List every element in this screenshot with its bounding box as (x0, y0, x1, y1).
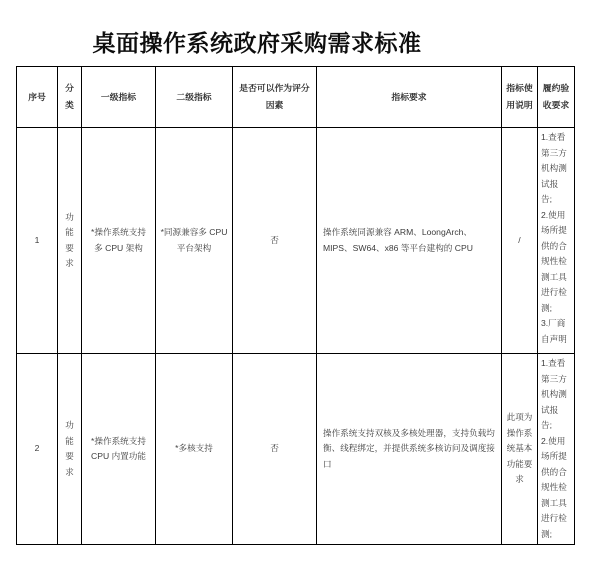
cell-requirement: 操作系统同源兼容 ARM、LoongArch、 MIPS、SW64、x86 等平台建构的 CPU (317, 128, 502, 354)
cell-category: 功 能 要 求 (58, 128, 82, 354)
cell-level2-indicator: *同源兼容多 CPU 平台架构 (156, 128, 233, 354)
header-requirement: 指标要求 (317, 67, 502, 128)
cell-seq: 1 (17, 128, 58, 354)
cell-level1-indicator: *操作系统支持 CPU 内置功能 (82, 354, 156, 545)
cell-acceptance: 1.查看 第三方 机构测 试报 告; 2.使用 场所提 供的合 规性检 测工具 进行检 测; (538, 354, 575, 545)
header-level1-indicator: 一级指标 (82, 67, 156, 128)
cell-seq: 2 (17, 354, 58, 545)
cell-usage-note: / (502, 128, 538, 354)
header-usage-note: 指标使 用说明 (502, 67, 538, 128)
cell-usage-note: 此项为 操作系 统基本 功能要 求 (502, 354, 538, 545)
cell-level2-indicator: *多核支持 (156, 354, 233, 545)
header-level2-indicator: 二级指标 (156, 67, 233, 128)
cell-level1-indicator: *操作系统支持 多 CPU 架构 (82, 128, 156, 354)
header-seq: 序号 (17, 67, 58, 128)
table-row (17, 354, 575, 545)
cell-acceptance: 1.查看 第三方 机构测 试报 告; 2.使用 场所提 供的合 规性检 测工具 进行检 测; 3.厂商 自声明 (538, 128, 575, 354)
cell-category: 功 能 要 求 (58, 354, 82, 545)
cell-scoring-factor: 否 (233, 128, 317, 354)
header-scoring-factor: 是否可以作为评分 因素 (233, 67, 317, 128)
header-acceptance: 履约验 收要求 (538, 67, 575, 128)
table-row (17, 128, 575, 354)
cell-requirement: 操作系统支持双核及多核处理器，支持负载均 衡、线程绑定，并提供系统多核访问及调度接 口 (317, 354, 502, 545)
page-title: 桌面操作系统政府采购需求标准 (92, 30, 422, 56)
table-header-row (17, 67, 575, 128)
header-category: 分 类 (58, 67, 82, 128)
cell-scoring-factor: 否 (233, 354, 317, 545)
procurement-spec-table (16, 66, 575, 545)
